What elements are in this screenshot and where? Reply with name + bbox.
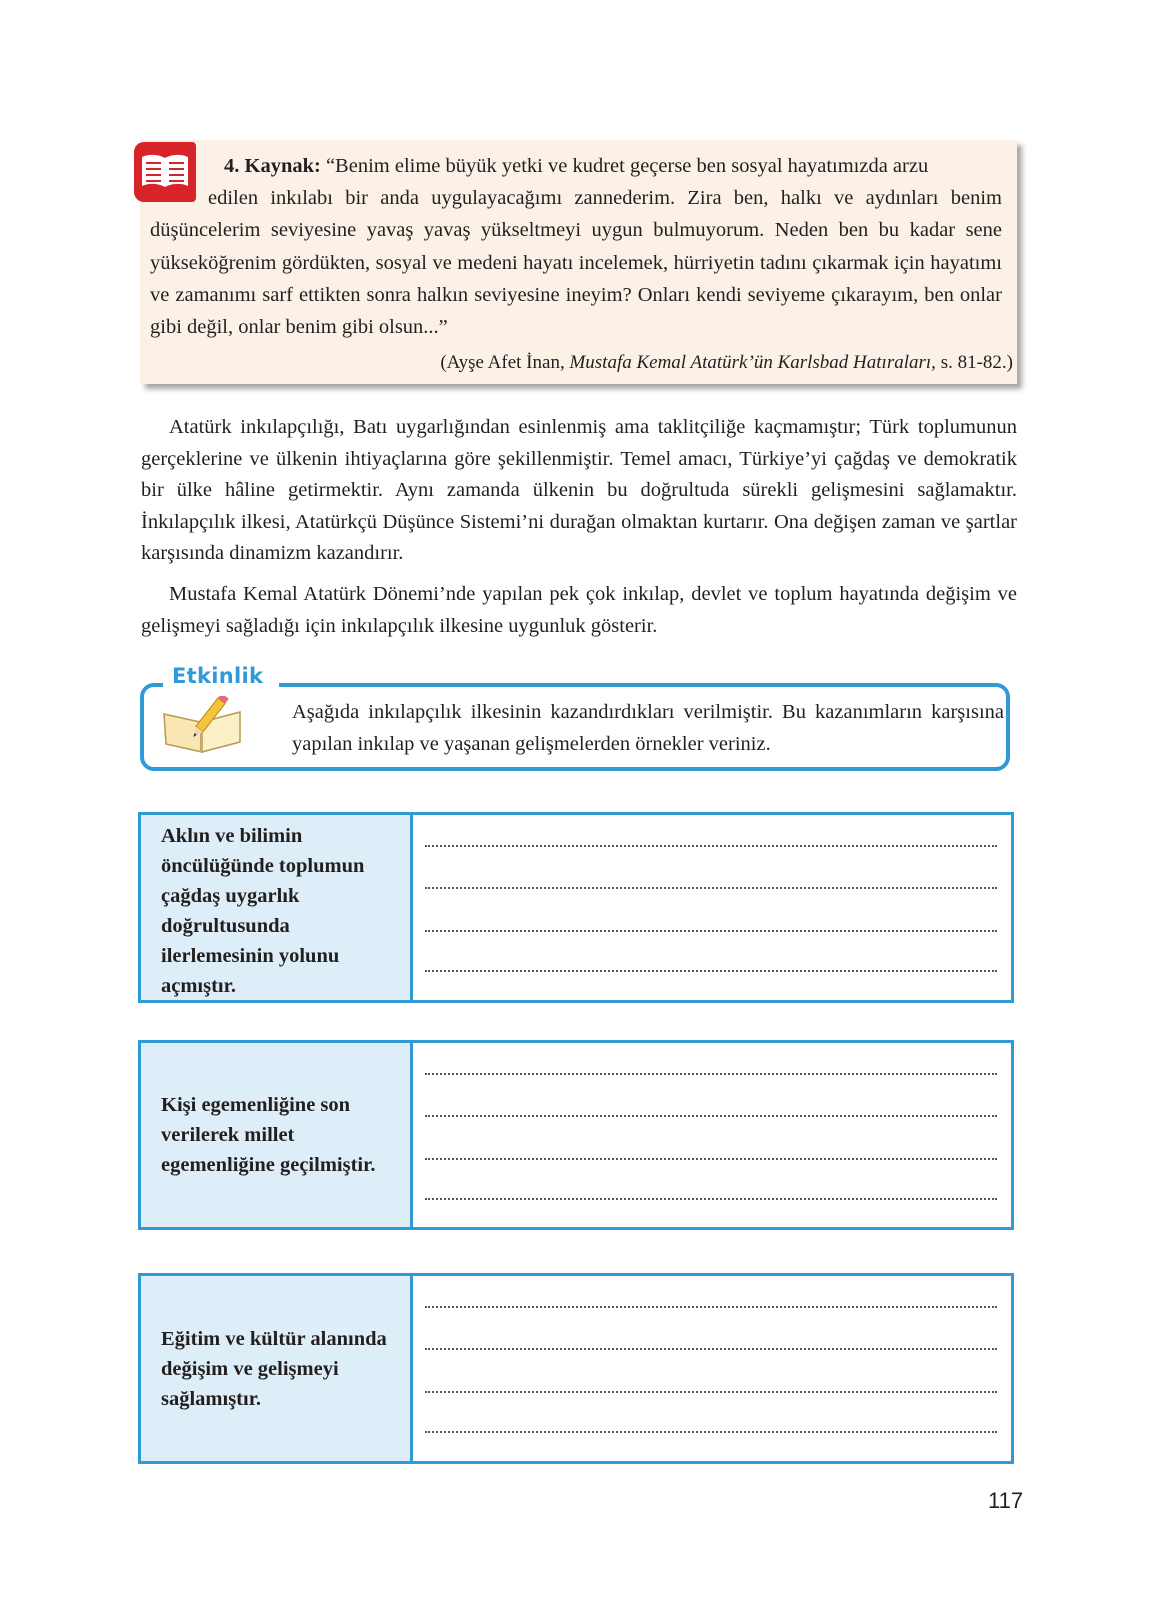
citation-author: (Ayşe Afet İnan, [440,352,570,373]
answer-table-1 [138,812,1014,1003]
answer-line [425,1346,997,1350]
source-body: edilen inkılabı bir anda uygulayacağımı zannederim. Zira ben, halkı ve aydınları benim düşüncelerim seviyesine yavaş yavaş yükseltmeyi uygun bulmuyorum. Neden ben bu kadar sene yükseköğrenim gördükten, sosyal ve medeni hayatı incelemek, hürriyetin tadını çıkarmak için hayatımı ve zamanımı sarf ettikten sonra halkın seviyesine ineyim? Onları kendi seviyeme çıkarayım, ben onlar gibi değil, onlar benim gibi olsun...” [150,187,1002,339]
citation-title: Mustafa Kemal Atatürk’ün Karlsbad Hatıraları, [569,352,936,373]
citation [440,352,1013,374]
activity-instruction: Aşağıda inkılapçılık ilkesinin kazandırdıkları verilmiştir. Bu kazanımların karşısına yapılan inkılap ve yaşanan gelişmelerden örnekler veriniz. [292,701,1004,755]
citation-pages: s. 81-82.) [935,352,1013,373]
answer-prompt-2 [141,1043,413,1227]
answer-line [425,1071,997,1075]
answer-prompt-text: Kişi egemenliğine son verilerek millet egemenliğine geçilmiştir. [161,1094,376,1176]
answer-line [425,1304,997,1308]
paragraph-1: Atatürk inkılapçılığı, Batı uygarlığından esinlenmiş ama taklitçiliğe kaçmamıştır; Türk toplumunun gerçeklerine ve ülkenin ihtiyaçlarına göre şekillenmiştir. Temel amacı, Türkiye’yi çağdaş ve demokratik bir ülke hâline getirmektir. Aynı zamanda ülkenin bu doğrultuda sürekli gelişmesini sağlamaktır. İnkılapçılık ilkesi, Atatürkçü Düşünce Sistemi’ni durağan olmaktan kurtarır. Ona değişen zaman ve şartlar karşısında dinamizm kazandırır. [141,416,1017,564]
answer-line [425,1389,997,1393]
answer-prompt-1 [141,815,413,1000]
source-label: 4. Kaynak: [224,155,321,177]
source-quote [150,150,1002,343]
answer-table-2 [138,1040,1014,1230]
answer-field-2[interactable] [413,1043,1011,1227]
answer-line [425,843,997,847]
answer-table-3 [138,1273,1014,1464]
answer-prompt-text: Eğitim ve kültür alanında değişim ve gelişmeyi sağlamıştır. [161,1327,387,1410]
answer-prompt-3 [141,1276,413,1461]
activity-title: Etkinlik [172,664,264,688]
source-first-line: “Benim elime büyük yetki ve kudret geçerse ben sosyal hayatımızda arzu [320,155,929,177]
answer-prompt-text: Aklın ve bilimin öncülüğünde toplumun çağdaş uygarlık doğrultusunda ilerlemesinin yolunu açmıştır. [161,825,365,997]
answer-line [425,928,997,932]
answer-line [425,1156,997,1160]
answer-line [425,1113,997,1117]
answer-line [425,885,997,889]
paragraph-2: Mustafa Kemal Atatürk Dönemi’nde yapılan pek çok inkılap, devlet ve toplum hayatında değişim ve gelişmeyi sağladığı için inkılapçılık ilkesine uygunluk gösterir. [141,583,1017,637]
answer-line [425,1429,997,1433]
page-number: 117 [988,1488,1024,1513]
answer-field-1[interactable] [413,815,1011,1000]
answer-field-3[interactable] [413,1276,1011,1461]
answer-line [425,968,997,972]
answer-line [425,1196,997,1200]
notebook-pencil-icon [160,696,246,759]
